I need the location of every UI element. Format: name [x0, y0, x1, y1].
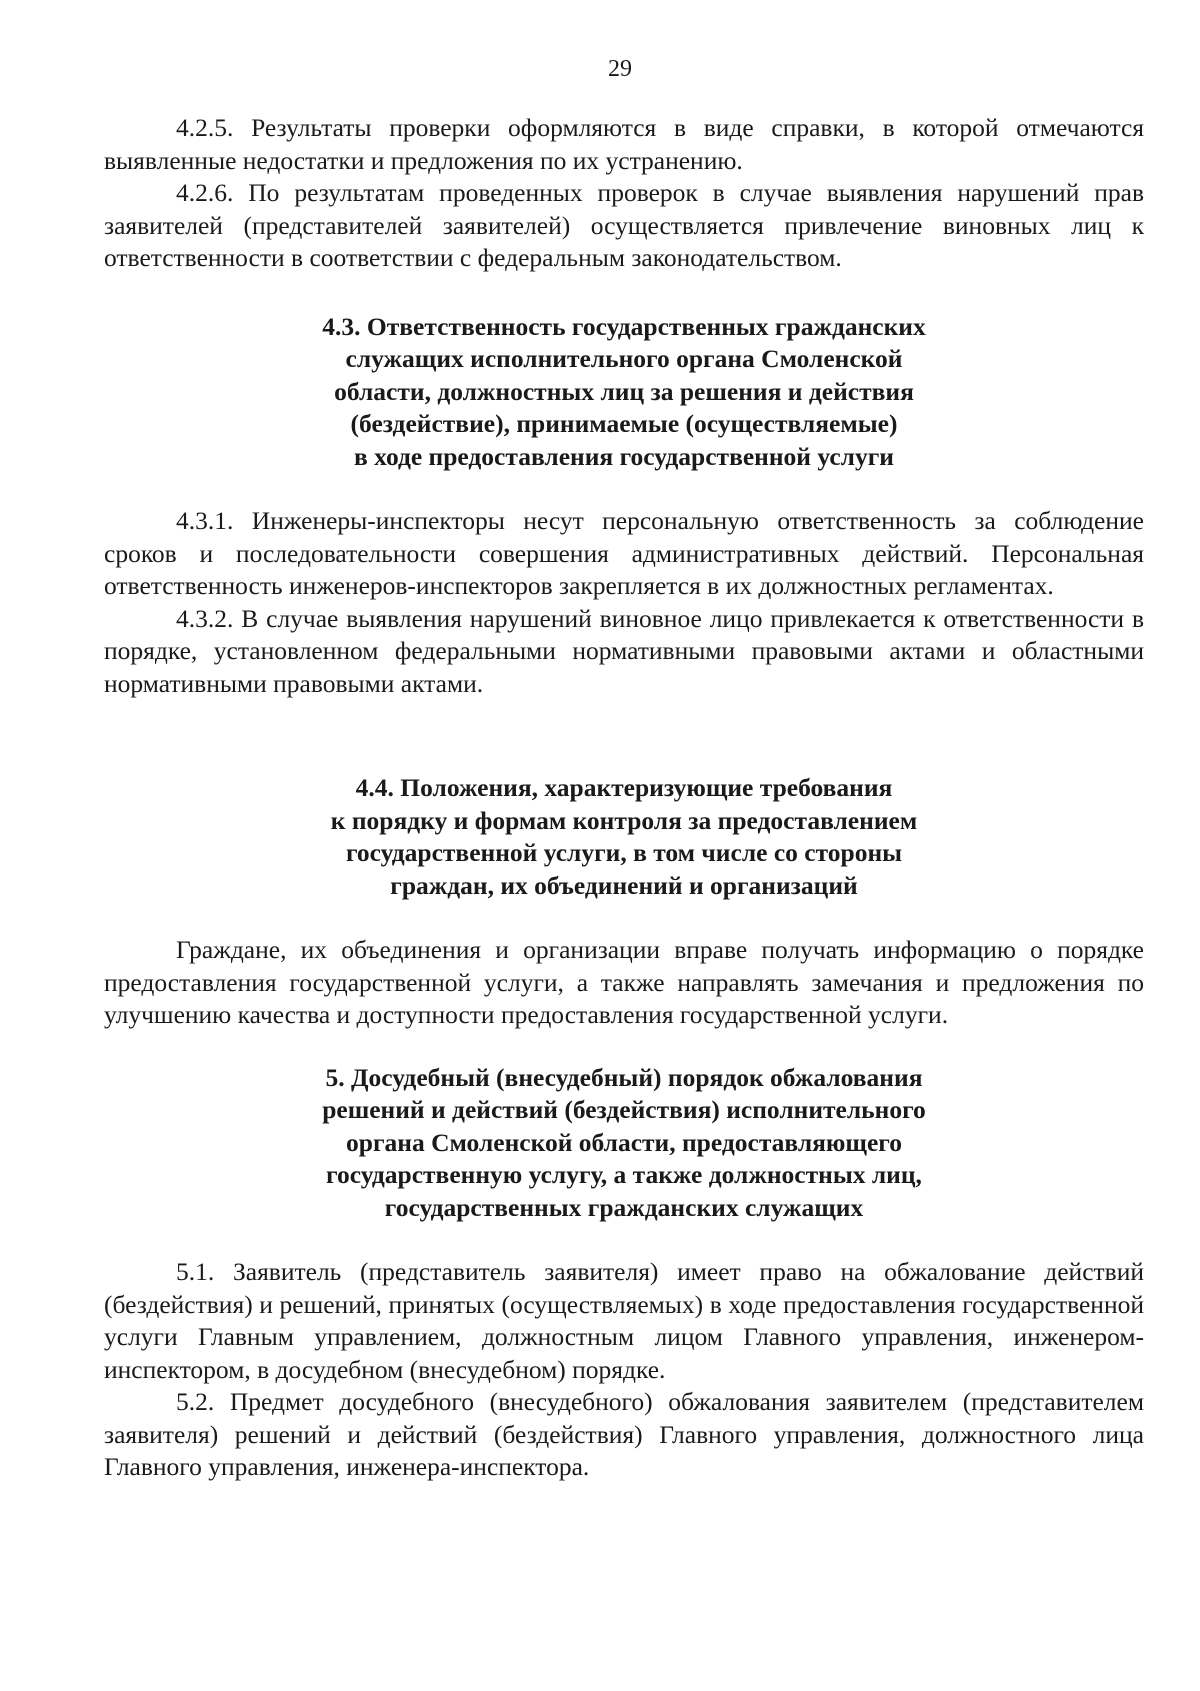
heading-line: 4.4. Положения, характеризующие требования	[355, 773, 893, 802]
paragraph-5-2: 5.2. Предмет досудебного (внесудебного) обжалования заявителем (представителем заявителя) решений и действий (бездействия) Главного управления, должностного лица Главного управления, инженера-инспектора.	[104, 1387, 1144, 1481]
heading-line: области, должностных лиц за решения и действия	[334, 376, 914, 406]
heading-line: решений и действий (бездействия) исполнительного	[322, 1095, 926, 1124]
section-heading-5	[264, 1062, 984, 1225]
paragraph-4-3-2: 4.3.2. В случае выявления нарушений виновное лицо привлекается к ответственности в порядке, установленном федеральными нормативными правовыми актами и областными нормативными правовыми актами.	[104, 603, 1144, 698]
section-heading-4-3	[264, 311, 984, 474]
paragraph-4-4: Граждане, их объединения и организации вправе получать информацию о порядке предоставления государственной услуги, а также направлять замечания и предложения по улучшению качества и доступности предоставления государственной услуги.	[104, 935, 1144, 1029]
document-body	[104, 112, 1144, 1484]
paragraph-4-2-6: 4.2.6. По результатам проведенных проверок в случае выявления нарушений прав заявителей (представителей заявителей) осуществляется привлечение виновных лиц к ответственности в соответствии с федеральным законодательством.	[104, 178, 1144, 272]
heading-line: служащих исполнительного органа Смоленской	[345, 344, 903, 373]
heading-line: государственных гражданских служащих	[384, 1192, 864, 1222]
heading-line: (бездействие), принимаемые (осуществляемые)	[350, 409, 898, 438]
heading-line: 4.3. Ответственность государственных гражданских	[322, 311, 926, 341]
heading-line: органа Смоленской области, предоставляющего	[346, 1127, 902, 1157]
paragraph-5-1: 5.1. Заявитель (представитель заявителя) имеет право на обжалование действий (бездействия) и решений, принятых (осуществляемых) в ходе предоставления государственной услуги Главным управлением, должностным лицом Главного управления, инженером-инспектором, в досудебном (внесудебном) порядке.	[104, 1257, 1144, 1384]
section-heading-4-4	[244, 772, 1004, 902]
heading-line: граждан, их объединений и организаций	[390, 870, 858, 900]
heading-line: в ходе предоставления государственной услуги	[354, 441, 894, 471]
heading-line: государственную услугу, а также должностных лиц,	[326, 1160, 922, 1189]
heading-line: к порядку и формам контроля за предоставлением	[330, 805, 918, 835]
heading-line: 5. Досудебный (внесудебный) порядок обжалования	[325, 1062, 923, 1092]
page-number: 29	[608, 56, 632, 82]
paragraph-4-3-1: 4.3.1. Инженеры-инспекторы несут персональную ответственность за соблюдение сроков и последовательности совершения административных действий. Персональная ответственность инженеров-инспекторов закрепляется в их должностных регламентах.	[104, 506, 1144, 600]
heading-line: государственной услуги, в том числе со стороны	[345, 838, 903, 867]
paragraph-4-2-5: 4.2.5. Результаты проверки оформляются в виде справки, в которой отмечаются выявленные недостатки и предложения по их устранению.	[104, 113, 1144, 175]
